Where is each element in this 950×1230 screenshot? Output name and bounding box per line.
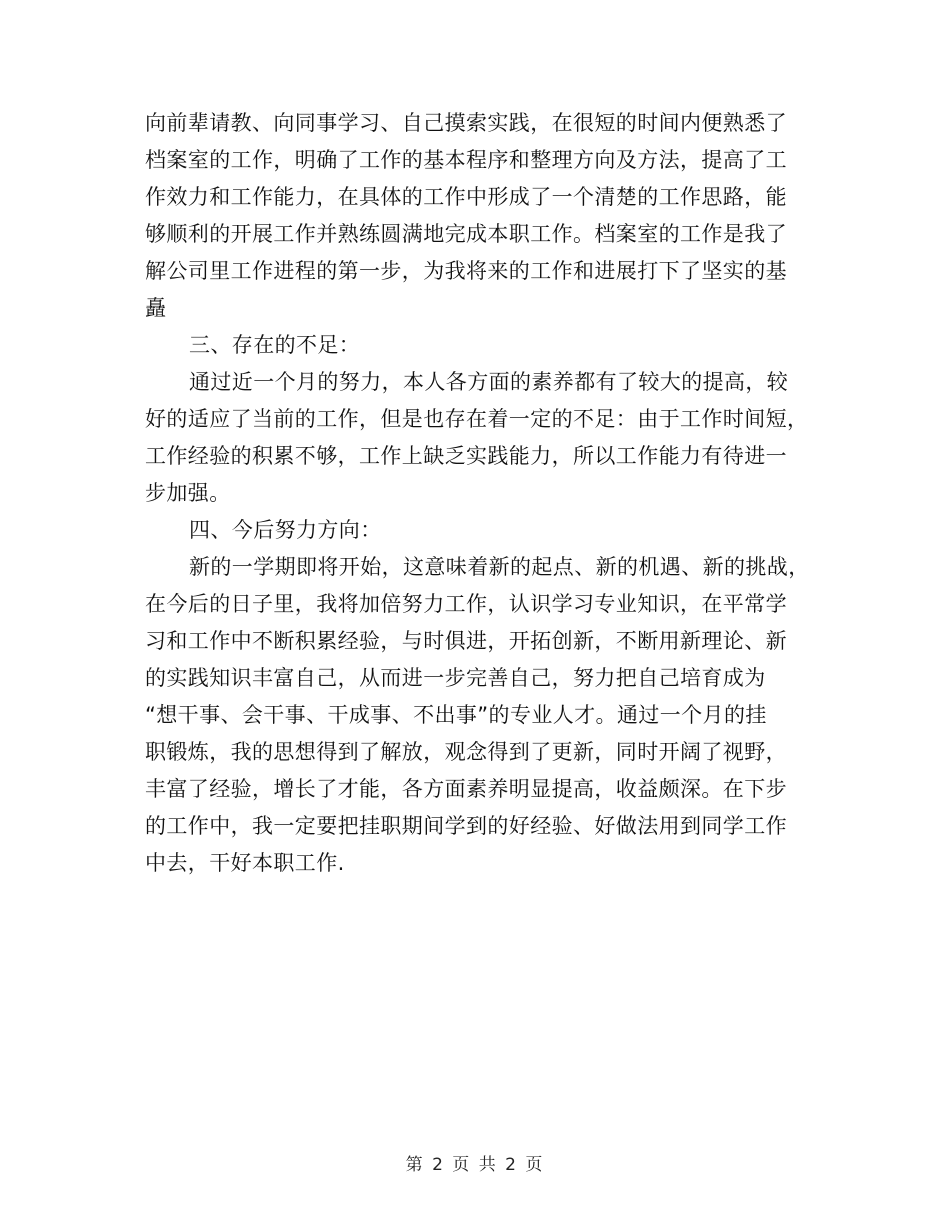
- paragraph-line: 中去，干好本职工作.: [145, 851, 345, 875]
- section-heading-future-direction: 四、今后努力方向：: [189, 518, 382, 542]
- paragraph-line: 新的一学期即将开始，这意味着新的起点、新的机遇、新的挑战，: [189, 555, 810, 579]
- paragraph-line: 在今后的日子里，我将加倍努力工作，认识学习专业知识，在平常学: [145, 592, 787, 616]
- paragraph-line: 向前辈请教、向同事学习、自己摸索实践，在很短的时间内便熟悉了: [145, 111, 787, 135]
- page-number-footer: 第 2 页 共 2 页: [405, 1155, 545, 1175]
- paragraph-line: 职锻炼，我的思想得到了解放，观念得到了更新，同时开阔了视野，: [145, 740, 787, 764]
- paragraph-line: 步加强。: [145, 481, 231, 505]
- paragraph-line: 矗: [145, 296, 167, 320]
- paragraph-line: 的实践知识丰富自己，从而进一步完善自己，努力把自己培育成为: [145, 666, 766, 690]
- paragraph-line: 好的适应了当前的工作，但是也存在着一定的不足：由于工作时间短，: [145, 407, 809, 431]
- paragraph-line: “想干事、会干事、干成事、不出事”的专业人才。通过一个月的挂: [145, 703, 767, 727]
- paragraph-line: 档案室的工作，明确了工作的基本程序和整理方向及方法，提高了工: [145, 148, 787, 172]
- paragraph-line: 工作经验的积累不够，工作上缺乏实践能力，所以工作能力有待进一: [145, 444, 787, 468]
- paragraph-line: 的工作中，我一定要把挂职期间学到的好经验、好做法用到同学工作: [145, 814, 787, 838]
- paragraph-line: 习和工作中不断积累经验，与时俱进，开拓创新，不断用新理论、新: [145, 629, 787, 653]
- paragraph-line: 丰富了经验，增长了才能，各方面素养明显提高，收益颇深。在下步: [145, 777, 787, 801]
- paragraph-line: 作效力和工作能力，在具体的工作中形成了一个清楚的工作思路，能: [145, 185, 787, 209]
- document-body: [145, 105, 815, 882]
- paragraph-line: 够顺利的开展工作并熟练圆满地完成本职工作。档案室的工作是我了: [145, 222, 787, 246]
- paragraph-line: 通过近一个月的努力，本人各方面的素养都有了较大的提高，较: [189, 370, 789, 394]
- paragraph-line: 解公司里工作进程的第一步，为我将来的工作和进展打下了坚实的基: [145, 259, 787, 283]
- section-heading-shortcomings: 三、存在的不足：: [189, 333, 361, 357]
